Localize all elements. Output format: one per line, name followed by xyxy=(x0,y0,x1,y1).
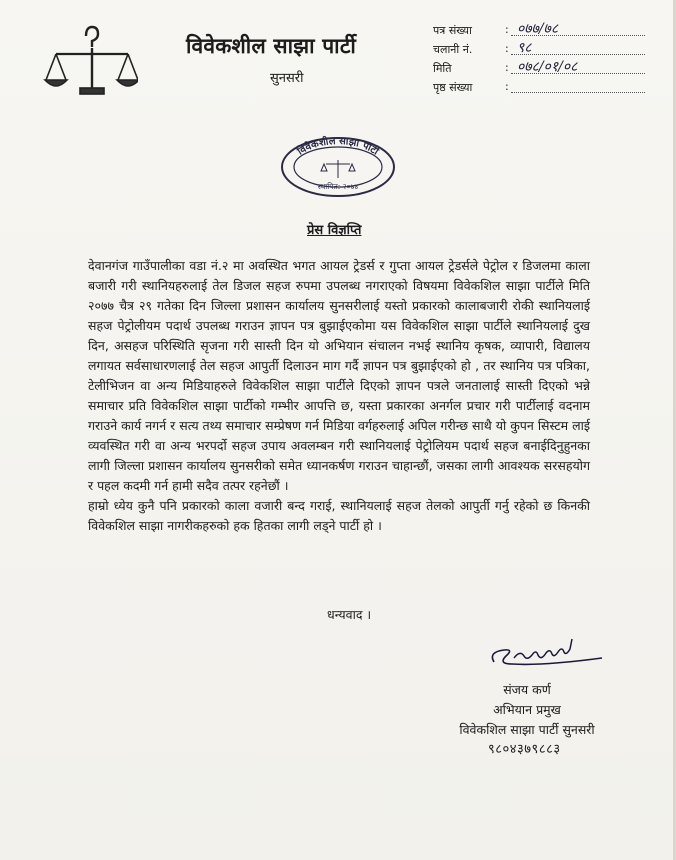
body-paragraph: हाम्रो ध्येय कुनै पनि प्रकारको काला वजारी बन्द गराई, स्थानियलाई सहज तेलको आपुर्ती गर्नु रहेको छ किनकी विवेकशिल साझा नागरीकहरुको हक हितका लागी लड्ने पार्टी हो । xyxy=(88,498,590,533)
ref-value: ९८ xyxy=(517,40,532,56)
party-seal-stamp xyxy=(278,134,398,198)
ref-row-dispatch-no xyxy=(433,39,645,58)
balance-scale-icon xyxy=(42,22,138,100)
press-release-body xyxy=(88,256,590,536)
ref-row-page-count xyxy=(433,77,645,96)
reference-box xyxy=(433,20,645,96)
ref-label: चलानी नं. xyxy=(433,43,473,56)
signatory-position: अभियान प्रमुख xyxy=(493,702,561,717)
signatory-phone: ९८०४३७९८८३ xyxy=(488,742,561,757)
signatory-name: संजय कर्ण xyxy=(503,682,551,697)
closing-thanks: धन्यवाद । xyxy=(327,607,372,622)
ref-row-date xyxy=(433,58,645,77)
ref-label: पृष्ठ संख्या xyxy=(433,81,473,94)
org-place: सुनसरी xyxy=(270,71,304,86)
signatory-block xyxy=(432,680,622,760)
stamp-text: विवेकशील साझा पार्टी xyxy=(295,135,381,158)
signatory-organization: विवेकशिल साझा पार्टी सुनसरी xyxy=(459,722,595,737)
press-release-title: प्रेस विज्ञप्ति xyxy=(307,223,362,238)
ref-row-letter-no xyxy=(433,20,645,39)
ref-line xyxy=(511,92,645,93)
svg-text:विवेकशील साझा पार्टी xyxy=(294,134,383,158)
org-name: विवेकशील साझा पार्टी xyxy=(186,34,357,58)
ref-colon: : xyxy=(505,42,509,55)
ref-value: ०७७/७८ xyxy=(517,21,559,37)
ref-colon: : xyxy=(505,23,509,36)
stamp-established: स्थापित: २०७४ xyxy=(317,182,359,191)
ref-colon: : xyxy=(505,61,509,74)
ref-colon: : xyxy=(505,80,509,93)
ref-value: ०७८/०१/०८ xyxy=(517,59,578,75)
ref-label: पत्र संख्या xyxy=(433,24,472,37)
handwritten-signature xyxy=(484,634,608,676)
ref-label: मिति xyxy=(433,62,452,75)
body-paragraph: देवानगंज गाउँपालीका वडा नं.२ मा अवस्थित भगत आयल ट्रेडर्स र गुप्ता आयल ट्रेडर्सले पेट्रोल र डिजलमा काला बजारी गरी स्थानियहरुलाई तेल डिजल सहज रुपमा उपलब्ध नगराएको विषयमा विवेकशिल साझा पार्टीले मिति २०७७ चैत्र २९ गतेका दिन जिल्ला प्रशासन कार्यालय सुनसरीलाई यस्तो प्रकारको कालाबजारी रोकी स्थानियलाई सहज पेट्रोलीयम पदार्थ उपलब्ध गराउन ज्ञापन पत्र बुझाईएकोमा यस विवेकशिल साझा पार्टीले स्थानियलाई दुख दिन, असहज परिस्थिति सृजना गरी सास्ती दिन यो अभियान संचालन नभई स्थानिय कृषक, व्यापारी, विद्यालय लगायत सर्वसाधारणलाई तेल सहज आपुर्ती दिलाउन माग गर्दै ज्ञापन पत्र बुझाईएको हो , तर स्थानिय पत्र पत्रिका, टेलीभिजन वा अन्य मिडियाहरुले विवेकशिल साझा पार्टीले दिएको ज्ञापन पत्रले जनतालाई सास्ती दिएको भन्ने समाचार प्रति विवेकशिल साझा पार्टीको गम्भीर आपत्ति छ, यस्ता प्रकारका अनर्गल प्रचार गरी पार्टीलाई वदनाम गराउने कार्य नगर्न र सत्य तथ्य समाचार सम्प्रेषण गर्न मिडिया वर्गहरुलाई अपिल गरीन्छ साथै यो कुपन सिस्टम लाई व्यवस्थित गरी वा अन्य भरपर्दो सहज उपाय अवलम्बन गरी स्थानियलाई पेट्रोलियम पदार्थ सहज बनाईदिनुहुनका लागी जिल्ला प्रशासन कार्यालय सुनसरीको समेत ध्यानकर्षण गराउन चाहान्छौं, जसका लागी आवश्यक सरसहयोग र पहल कदमी गर्न हामी सदैव तत्पर रहनेछौं । xyxy=(88,258,590,493)
